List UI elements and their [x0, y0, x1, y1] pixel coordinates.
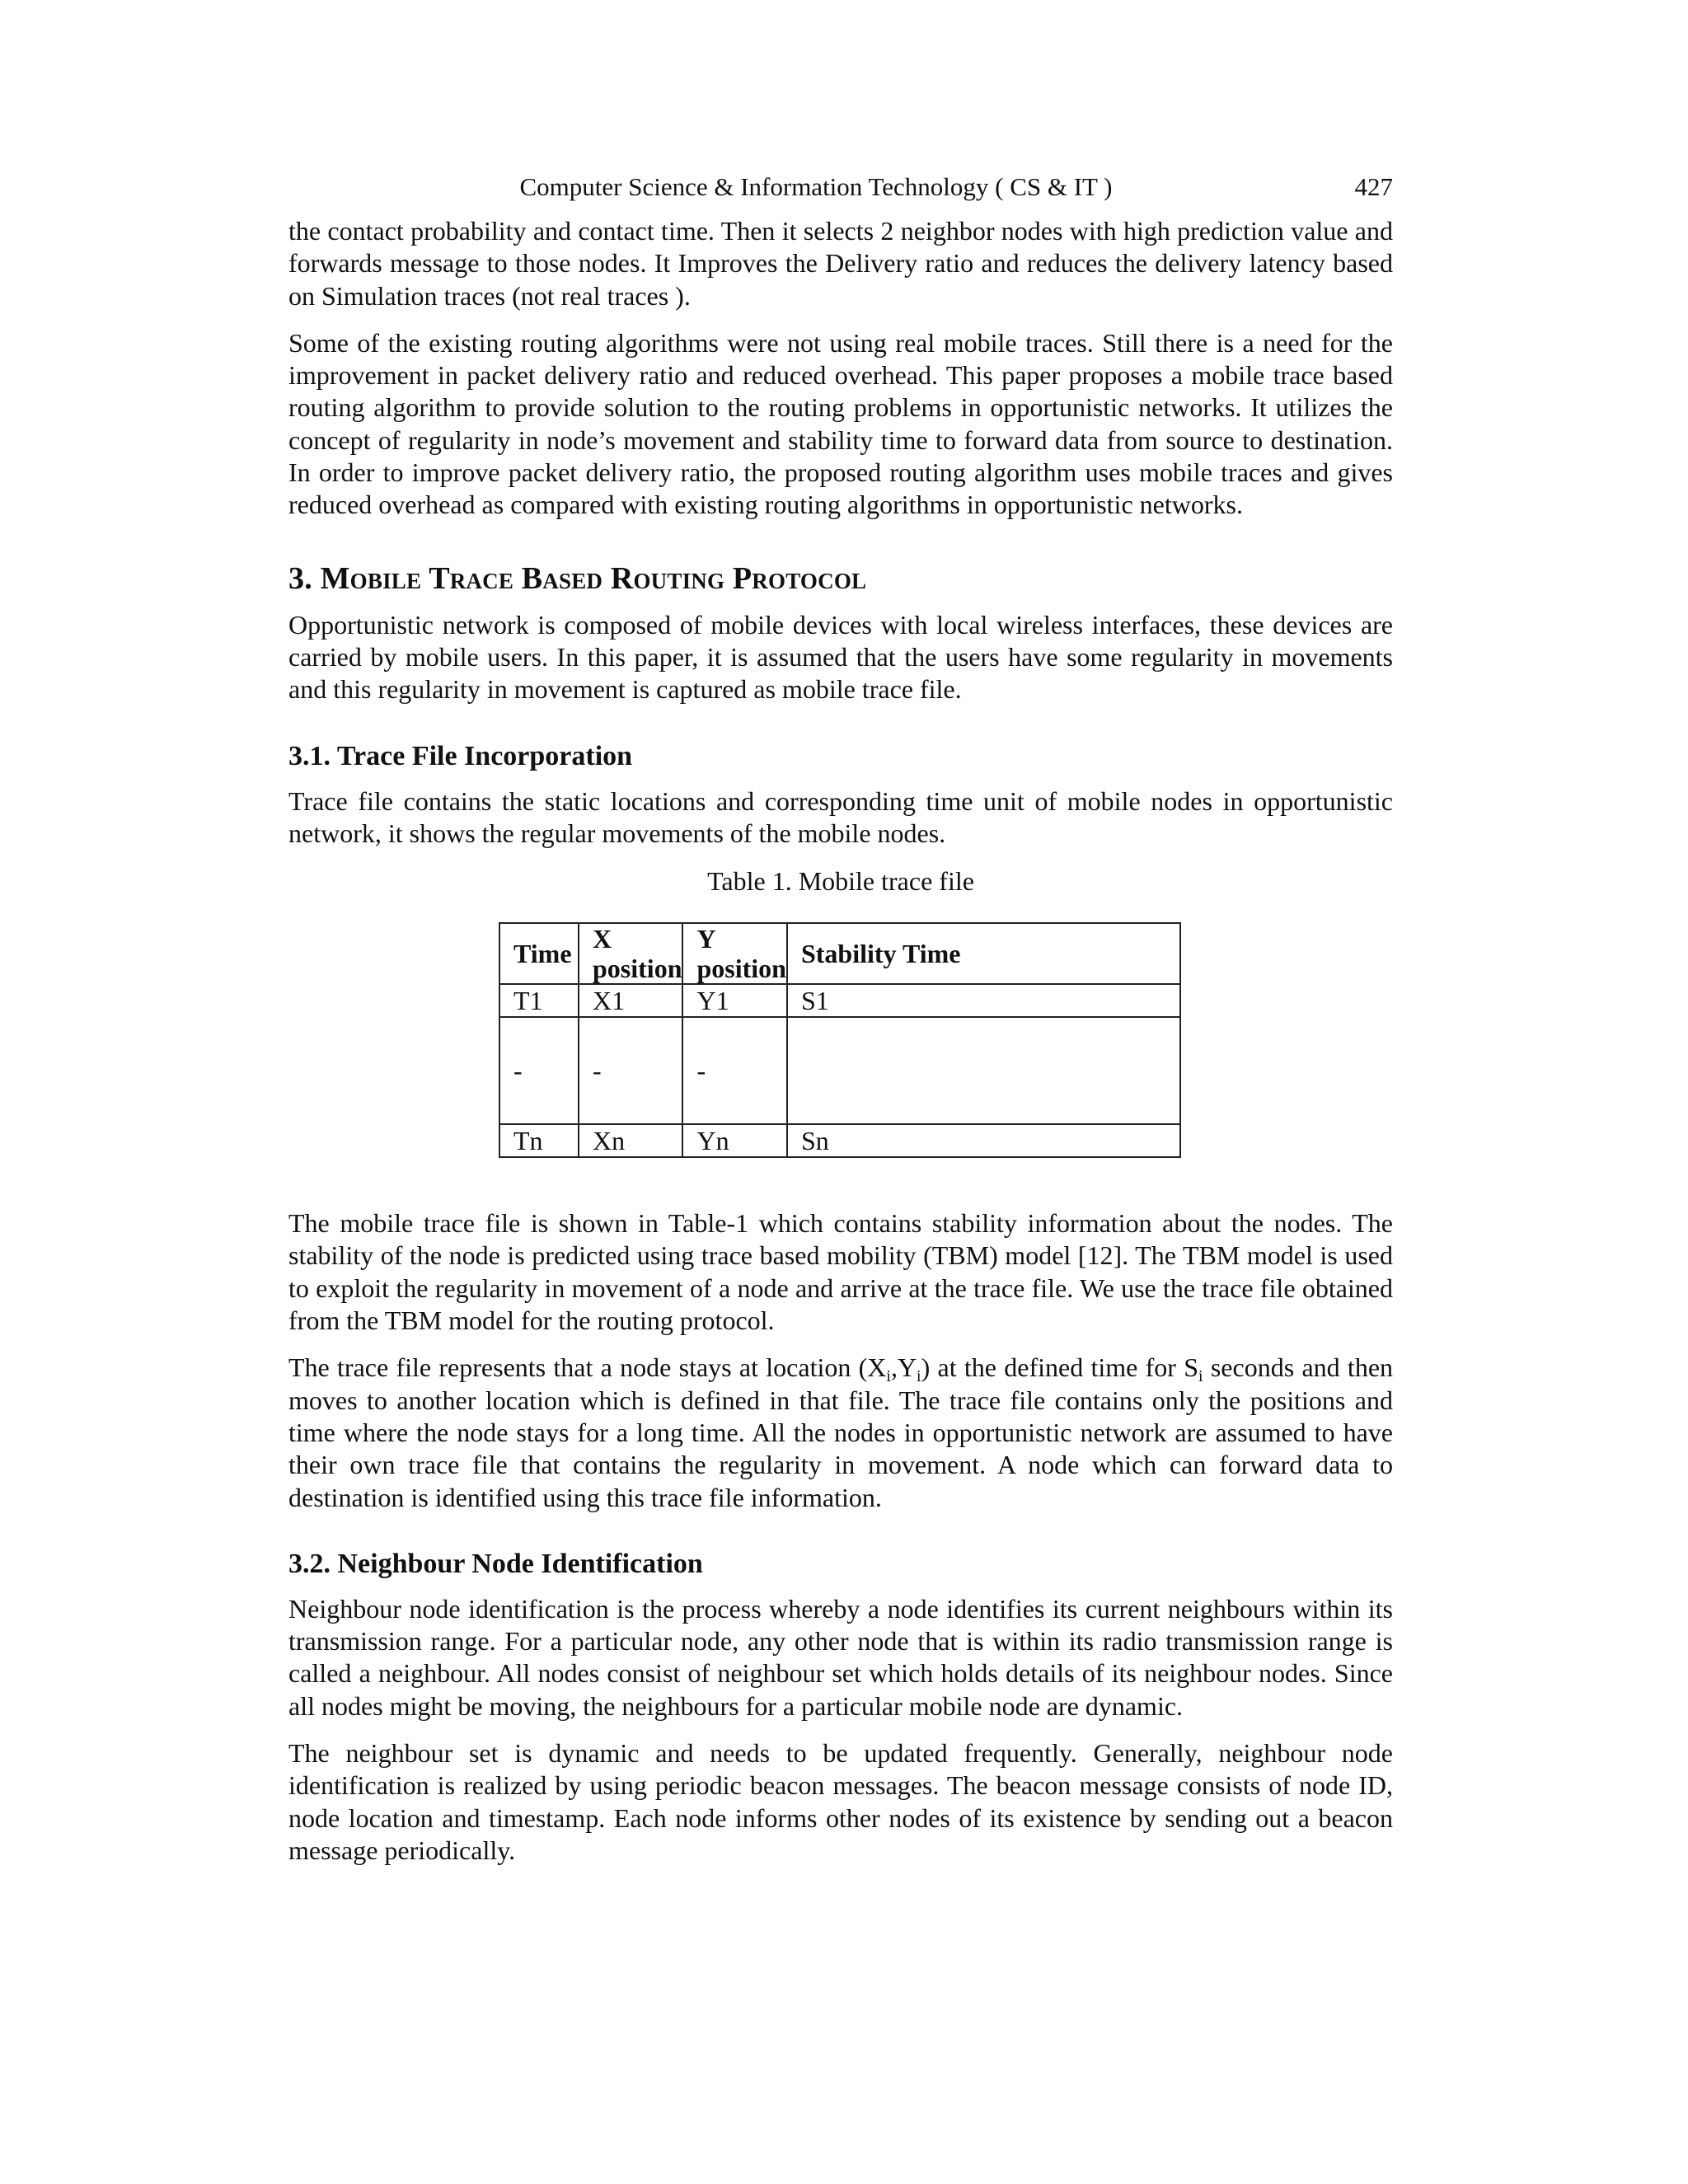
table-row	[499, 1124, 1180, 1157]
text-run: ) at the defined time for S	[921, 1352, 1199, 1383]
paragraph	[288, 1352, 1393, 1513]
paragraph: Opportunistic network is composed of mobile devices with local wireless interfaces, these devices are carried by mobile users. In this paper, it is assumed that the users have some regularity in movements and this regularity in movement is captured as mobile trace file.	[288, 609, 1393, 705]
table-cell: T1	[499, 984, 579, 1017]
paragraph: Trace file contains the static locations and corresponding time unit of mobile nodes in opportunistic network, it shows the regular movements of the mobile nodes.	[288, 785, 1393, 848]
paper-page	[288, 169, 1393, 1882]
table-cell: -	[499, 1017, 579, 1124]
section-heading: 3. Mobile Trace Based Routing Protocol	[288, 560, 867, 596]
table-cell: Tn	[499, 1124, 579, 1157]
paragraph: The mobile trace file is shown in Table-1 which contains stability information about the nodes. The stability of the node is predicted using trace based mobility (TBM) model [12]. The TBM model is used to exploit the regularity in movement of a node and arrive at the trace file. We use the trace file obtained from the TBM model for the routing protocol.	[288, 1208, 1393, 1336]
subscript: i	[1198, 1367, 1203, 1386]
table-cell	[787, 1017, 1180, 1124]
journal-title: Computer Science & Information Technology ( CS & IT )	[519, 172, 1113, 201]
table-cell: Y1	[682, 984, 786, 1017]
text-run: seconds and then moves to another location which is defined in that file. The trace file contains only the positions and time where the node stays for a long time. All the nodes in opportunistic network are assumed to have their own trace file that contains the regularity in movement. A node which can forward data to destination is identified using this trace file information.	[288, 1352, 1394, 1512]
subscript: i	[917, 1367, 921, 1386]
text-run: ,Y	[890, 1352, 917, 1383]
paragraph: The neighbour set is dynamic and needs to be updated frequently. Generally, neighbour node identification is realized by using periodic beacon messages. The beacon message consists of node ID, node location and timestamp. Each node informs other nodes of its existence by sending out a beacon message periodically.	[288, 1738, 1393, 1865]
subsection-heading: 3.1. Trace File Incorporation	[288, 740, 633, 771]
mobile-trace-table	[499, 922, 1181, 1158]
table-cell: Sn	[787, 1124, 1180, 1157]
table-cell: -	[579, 1017, 682, 1124]
subsection-heading: 3.2. Neighbour Node Identification	[288, 1548, 703, 1579]
table-header-row	[499, 923, 1180, 984]
table-cell: X1	[579, 984, 682, 1017]
table-header-cell: Y position	[682, 923, 786, 984]
page-number: 427	[1354, 172, 1393, 201]
table-cell: -	[682, 1017, 786, 1124]
table-row	[499, 984, 1180, 1017]
table-cell: S1	[787, 984, 1180, 1017]
table-header-cell: X position	[579, 923, 682, 984]
table-caption: Table 1. Mobile trace file	[707, 866, 974, 897]
table-cell: Yn	[682, 1124, 786, 1157]
table-cell: Xn	[579, 1124, 682, 1157]
table-header-cell: Time	[499, 923, 579, 984]
table-header-cell: Stability Time	[787, 923, 1180, 984]
paragraph: Some of the existing routing algorithms were not using real mobile traces. Still there is a need for the improvement in packet delivery ratio and reduced overhead. This paper proposes a mobile trace based routing algorithm to provide solution to the routing problems in opportunistic networks. It utilizes the concept of regularity in node’s movement and stability time to forward data from source to destination. In order to improve packet delivery ratio, the proposed routing algorithm uses mobile traces and gives reduced overhead as compared with existing routing algorithms in opportunistic networks.	[288, 327, 1393, 520]
text-run: The trace file represents that a node stays at location (X	[288, 1352, 887, 1383]
table-row	[499, 1017, 1180, 1124]
paragraph: Neighbour node identification is the process whereby a node identifies its current neighbours within its transmission range. For a particular node, any other node that is within its radio transmission range is called a neighbour. All nodes consist of neighbour set which holds details of its neighbour nodes. Since all nodes might be moving, the neighbours for a particular mobile node are dynamic.	[288, 1593, 1393, 1721]
subscript: i	[886, 1367, 891, 1386]
paragraph: the contact probability and contact time. Then it selects 2 neighbor nodes with high prediction value and forwards message to those nodes. It Improves the Delivery ratio and reduces the delivery latency based on Simulation traces (not real traces ).	[288, 216, 1393, 311]
running-header	[288, 169, 1393, 205]
